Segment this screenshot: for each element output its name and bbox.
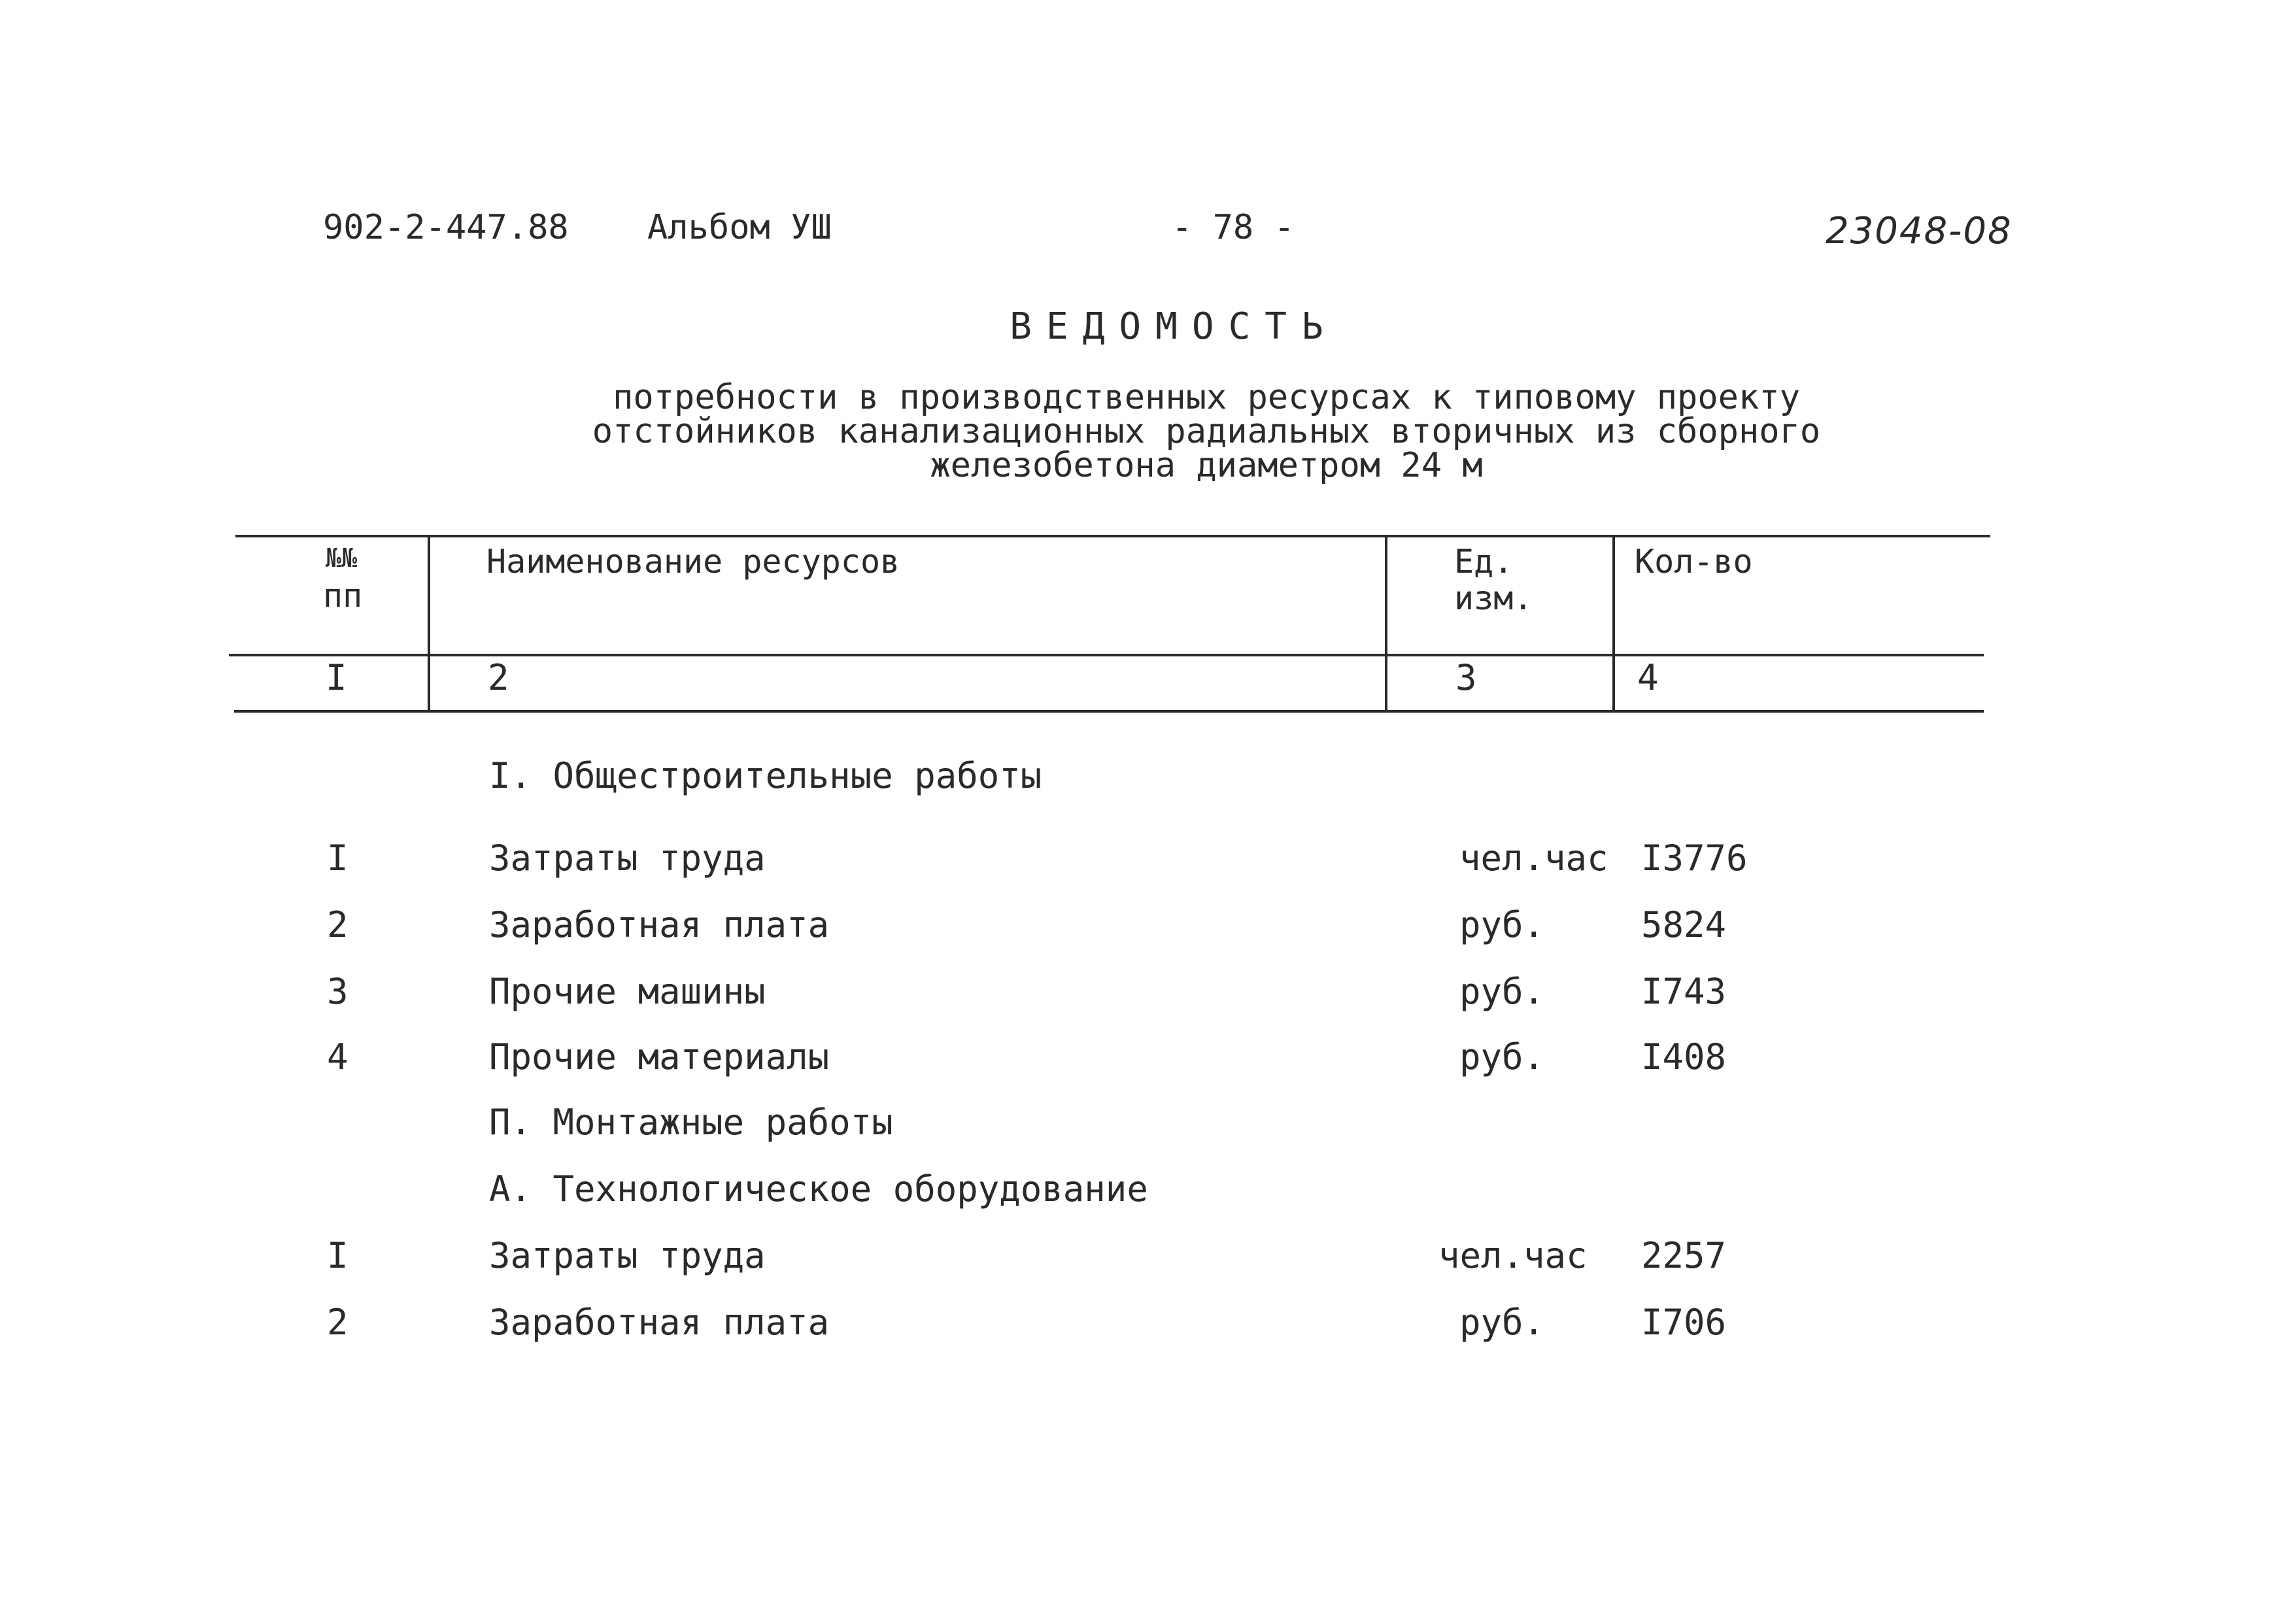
row-unit: руб. <box>1459 1302 1545 1343</box>
col-number-1: I <box>326 657 347 698</box>
row-unit: руб. <box>1459 904 1545 945</box>
subtitle-line-3: железобетона диаметром 24 м <box>930 446 1483 485</box>
column-divider-3 <box>1612 535 1615 713</box>
row-quantity: I3776 <box>1641 837 1748 879</box>
table-header-rule <box>229 654 1984 656</box>
subtitle-line-1: потребности в производственных ресурсах к типовому проекту <box>613 378 1800 417</box>
table-bottom-rule <box>234 710 1984 713</box>
row-name: Прочие материалы <box>489 1036 830 1077</box>
section-title: П. Монтажные работы <box>489 1102 893 1143</box>
row-name: Заработная плата <box>489 1302 830 1343</box>
subtitle-line-2: отстойников канализационных радиальных вторичных из сборного <box>592 412 1821 451</box>
row-name: Заработная плата <box>489 904 830 945</box>
row-number: 3 <box>327 971 348 1012</box>
row-unit: руб. <box>1459 1036 1545 1077</box>
album-label: Альбом УШ <box>647 208 832 247</box>
page-title: ВЕДОМОСТЬ <box>1010 305 1338 348</box>
row-number: I <box>327 1235 348 1276</box>
col-unit-header-1: Ед. <box>1454 543 1514 581</box>
row-unit: чел.час <box>1459 837 1608 879</box>
row-number: 2 <box>327 904 348 945</box>
col-name-header: Наименование ресурсов <box>486 543 900 581</box>
row-number: 2 <box>327 1302 348 1343</box>
section-title: I. Общестроительные работы <box>489 755 1042 796</box>
column-divider-2 <box>1385 535 1387 713</box>
row-quantity: I408 <box>1641 1036 1727 1077</box>
table-top-rule <box>235 535 1990 537</box>
col-number-2: 2 <box>488 657 509 698</box>
row-quantity: 5824 <box>1641 904 1727 945</box>
column-divider-1 <box>428 535 430 713</box>
col-num-header-1: №№ <box>326 543 358 573</box>
row-name: Прочие машины <box>489 971 766 1012</box>
row-number: 4 <box>327 1036 348 1077</box>
handwritten-code: 23048-08 <box>1826 210 2013 252</box>
document-code: 902-2-447.88 <box>323 208 569 247</box>
row-unit: чел.час <box>1438 1235 1588 1276</box>
subsection-title: А. Технологическое оборудование <box>489 1168 1148 1210</box>
col-number-4: 4 <box>1637 657 1659 698</box>
row-unit: руб. <box>1459 971 1545 1012</box>
col-unit-header-2: изм. <box>1454 579 1533 617</box>
row-quantity: I706 <box>1641 1302 1727 1343</box>
row-name: Затраты труда <box>489 837 766 879</box>
row-quantity: 2257 <box>1641 1235 1727 1276</box>
col-qty-header: Кол-во <box>1635 543 1753 581</box>
row-name: Затраты труда <box>489 1235 766 1276</box>
col-num-header-2: пп <box>323 577 363 615</box>
page-number: - 78 - <box>1172 208 1295 247</box>
row-quantity: I743 <box>1641 971 1727 1012</box>
col-number-3: 3 <box>1455 657 1477 698</box>
row-number: I <box>327 837 348 879</box>
